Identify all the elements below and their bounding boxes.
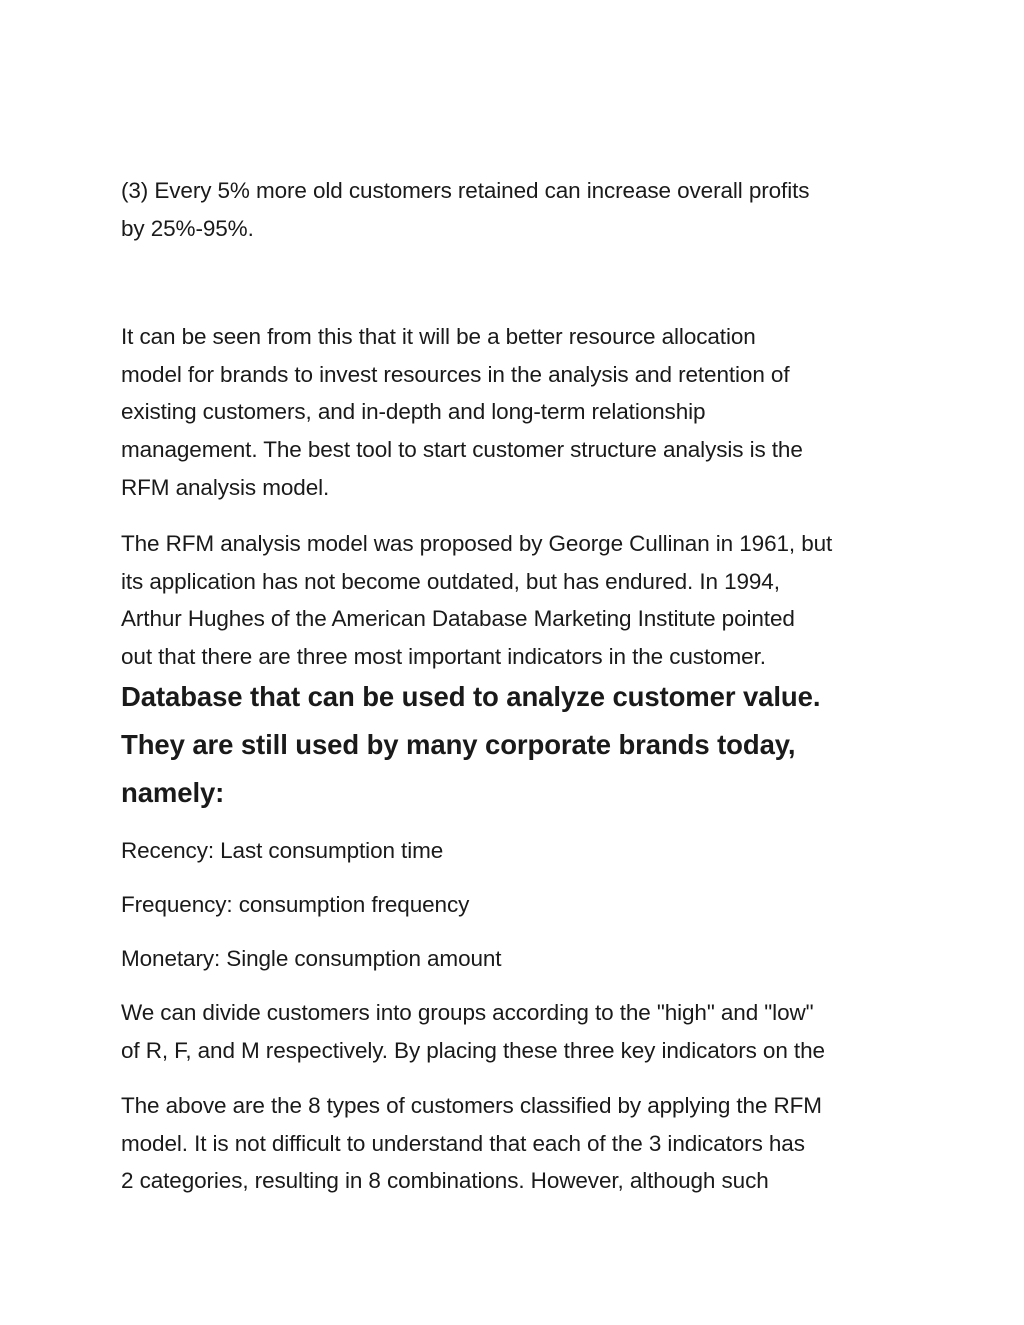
text-line: model. It is not difficult to understand that each of the 3 indicators has	[121, 1130, 805, 1156]
text-line: its application has not become outdated, but has endured. In 1994,	[121, 568, 780, 594]
text-line: Monetary: Single consumption amount	[121, 946, 502, 971]
paragraph-bold-heading	[121, 673, 820, 817]
text-line: Frequency: consumption frequency	[121, 892, 470, 917]
text-line: management. The best tool to start customer structure analysis is the	[121, 437, 803, 463]
definition-recency	[121, 832, 443, 870]
text-line: by 25%-95%.	[121, 215, 254, 241]
text-line: out that there are three most important indicators in the customer.	[121, 644, 766, 670]
paragraph-customer-groups	[121, 994, 825, 1069]
text-line: of R, F, and M respectively. By placing these three key indicators on the	[121, 1037, 825, 1063]
text-line: It can be seen from this that it will be a better resource allocation	[121, 324, 756, 349]
text-line: existing customers, and in-depth and long-term relationship	[121, 399, 706, 425]
text-line: Arthur Hughes of the American Database Marketing Institute pointed	[121, 606, 795, 632]
paragraph-eight-types	[121, 1087, 822, 1200]
paragraph-retention-profits	[121, 172, 809, 247]
text-line: The above are the 8 types of customers classified by applying the RFM	[121, 1093, 822, 1118]
text-line: Recency: Last consumption time	[121, 838, 444, 863]
paragraph-resource-allocation	[121, 318, 803, 507]
text-line: The RFM analysis model was proposed by George Cullinan in 1961, but	[121, 531, 833, 556]
text-line: model for brands to invest resources in the analysis and retention of	[121, 361, 790, 387]
definition-frequency	[121, 886, 469, 924]
text-line: 2 categories, resulting in 8 combinations. However, although such	[121, 1168, 769, 1194]
text-line: Database that can be used to analyze customer value.	[121, 681, 821, 712]
paragraph-rfm-history	[121, 525, 832, 676]
text-line: We can divide customers into groups according to the "high" and "low"	[121, 1000, 814, 1025]
text-line: namely:	[121, 777, 225, 808]
text-line: RFM analysis model.	[121, 474, 330, 500]
text-line: They are still used by many corporate brands today,	[121, 729, 796, 760]
definition-monetary	[121, 940, 501, 978]
text-line: (3) Every 5% more old customers retained can increase overall profits	[121, 178, 810, 203]
